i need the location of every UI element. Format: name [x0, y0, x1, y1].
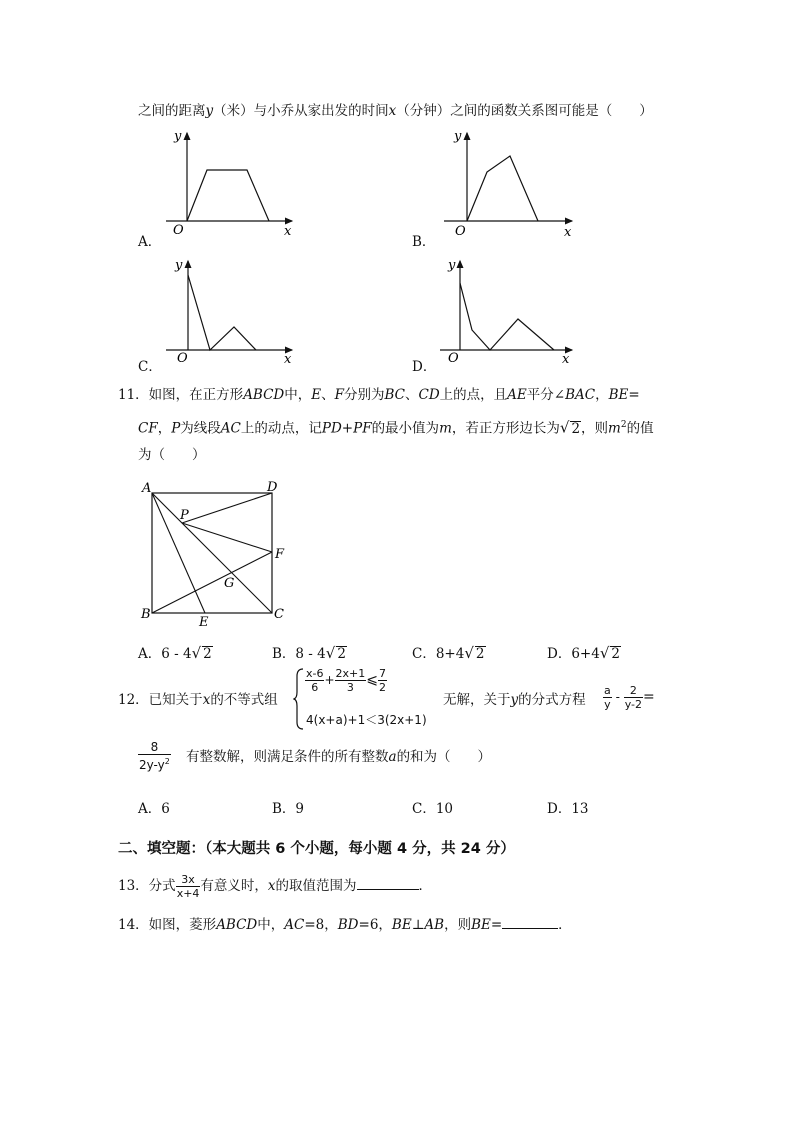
q11-line3: 为（ ）	[138, 447, 206, 463]
inequality-1: $\frac{x-6}{6}$ + $\frac{2x+1}{3}$ ⩽ $\frac{7}{2}$	[306, 667, 387, 694]
y-label: y	[174, 129, 182, 144]
q14: 14．如图，菱形ABCD中，AC=8，BD=6，BE⊥AB，则BE= ．	[118, 914, 572, 934]
x-label: x	[284, 224, 292, 238]
origin-label: O	[173, 223, 184, 238]
q10-option-a[interactable]: A．	[138, 234, 162, 250]
label-e: E	[199, 615, 209, 630]
q11-line2: CF，P为线段AC上的动点，记PD+PF的最小值为m，若正方形边长为√ 2，则$m^2$的值	[138, 418, 654, 437]
svg-text:y: y	[175, 258, 183, 273]
label-g: G	[224, 576, 235, 591]
system-brace	[293, 668, 305, 730]
q12-mid: 无解，关于y的分式方程	[443, 692, 586, 708]
q12-equation-right: $\frac{8}{2y-y^2}$	[139, 740, 170, 772]
segment-ae	[152, 493, 205, 613]
segment-pd	[182, 493, 272, 523]
q10-option-b[interactable]: B．	[412, 234, 436, 250]
segment-pf	[182, 523, 272, 552]
diagonal-ac	[152, 493, 272, 613]
segment-bf	[152, 552, 272, 613]
svg-text:O: O	[448, 351, 459, 365]
q13-answer-blank[interactable]	[357, 875, 419, 890]
q14-answer-blank[interactable]	[502, 914, 558, 929]
label-d: D	[267, 480, 278, 495]
label-b: B	[141, 607, 151, 622]
graph-c-line	[188, 275, 256, 350]
q12-choice-a[interactable]: A．6	[138, 801, 170, 817]
graph-d	[430, 255, 580, 365]
q10-stem: 之间的距离y（米）与小乔从家出发的时间x（分钟）之间的函数关系图可能是（ ）	[138, 103, 653, 119]
q10-option-c[interactable]: C．	[138, 359, 162, 375]
svg-text:y: y	[448, 258, 456, 273]
label-p: P	[180, 508, 189, 523]
label-c: C	[274, 607, 284, 622]
q12-equation-left: $\frac{a}{y}$ - $\frac{2}{y-2}$ =	[604, 684, 655, 711]
q10-option-d[interactable]: D．	[412, 359, 437, 375]
q11-choice-a[interactable]: A．6 - 4√ 2	[138, 644, 212, 662]
graph-d-line	[460, 283, 554, 350]
q11-choice-d[interactable]: D．6+4√ 2	[547, 644, 620, 662]
inequality-2: 4(x+a)+1＜3(2x+1)	[306, 713, 427, 727]
label-f: F	[275, 547, 285, 562]
svg-text:O: O	[177, 351, 188, 365]
graph-c	[150, 255, 300, 365]
q12-choice-b[interactable]: B．9	[272, 801, 305, 817]
q11-choice-b[interactable]: B．8 - 4√ 2	[272, 644, 346, 662]
q12-lead: 12．已知关于x的不等式组	[118, 692, 278, 708]
q11-choice-c[interactable]: C．8+4√ 2	[412, 644, 485, 662]
q12-choice-c[interactable]: C．10	[412, 801, 454, 817]
section-title: 二、填空题：（本大题共 6 个小题，每小题 4 分，共 24 分）	[118, 841, 515, 857]
q12-choice-d[interactable]: D．13	[547, 801, 589, 817]
q11-figure	[138, 478, 298, 630]
svg-text:x: x	[562, 352, 570, 365]
svg-text:y: y	[454, 129, 462, 144]
graph-a-line	[187, 170, 269, 221]
graph-b	[430, 128, 580, 238]
svg-text:O: O	[455, 224, 466, 238]
graph-b-line	[467, 156, 538, 221]
label-a: A	[142, 481, 152, 496]
q12-tail: 有整数解，则满足条件的所有整数a的和为（ ）	[186, 749, 492, 765]
svg-text:x: x	[564, 225, 572, 238]
graph-a	[150, 128, 300, 238]
q13: 13．分式 $\frac{3x}{x+4}$ 有意义时，x的取值范围为 ．	[118, 873, 433, 900]
q11-line1: 11．如图，在正方形ABCD中，E、F分别为BC、CD上的点，且AE平分∠BAC，BE=	[118, 387, 640, 403]
svg-text:x: x	[284, 352, 292, 365]
